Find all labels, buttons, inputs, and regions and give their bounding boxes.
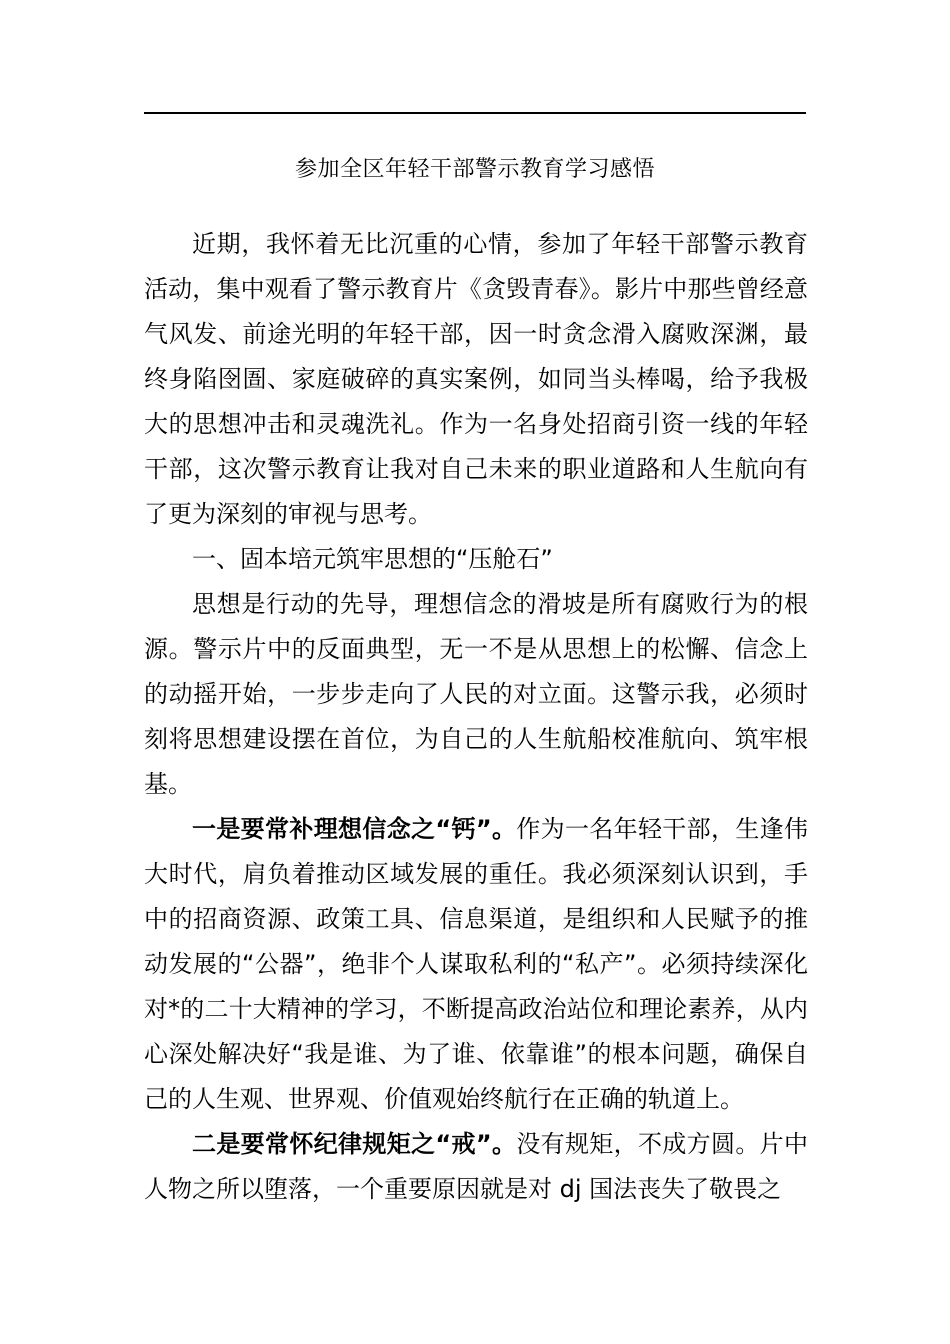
section-heading	[144, 537, 808, 582]
paragraph-point-two	[144, 1122, 808, 1212]
paragraph-text: 思想是行动的先导，理想信念的滑坡是所有腐败行为的根源。警示片中的反面典型，无一不是从思想上的松懈、信念上的动摇开始，一步步走向了人民的对立面。这警示我，必须时刻将思想建设摆在首位，为自己的人生航船校准航向、筑牢根基。	[144, 590, 808, 798]
paragraph-text: 作为一名年轻干部，生逢伟大时代，肩负着推动区域发展的重任。我必须深刻认识到，手中的招商资源、政策工具、信息渠道，是组织和人民赋予的推动发展的“公器”，绝非个人谋取私利的“私产”。必须持续深化对*的二十大精神的学习，不断提高政治站位和理论素养，从内心深处解决好“我是谁、为了谁、依靠谁”的根本问题，确保自己的人生观、世界观、价值观始终航行在正确的轨道上。	[144, 815, 808, 1113]
paragraph-lead: 二是要常怀纪律规矩之“戒”。	[192, 1130, 517, 1158]
paragraph-intro	[144, 222, 808, 537]
paragraph-section-intro	[144, 582, 808, 807]
section-heading-text: 一、固本培元筑牢思想的“压舱石”	[192, 545, 553, 573]
paragraph-text: 没有规矩，不成方圆。片中人物之所以堕落，一个重要原因就是对 dj 国法丧失了敬畏之	[144, 1130, 808, 1203]
paragraph-text: 近期，我怀着无比沉重的心情，参加了年轻干部警示教育活动，集中观看了警示教育片《贪毁青春》。影片中那些曾经意气风发、前途光明的年轻干部，因一时贪念滑入腐败深渊，最终身陷囹圄、家庭破碎的真实案例，如同当头棒喝，给予我极大的思想冲击和灵魂洗礼。作为一名身处招商引资一线的年轻干部，这次警示教育让我对自己未来的职业道路和人生航向有了更为深刻的审视与思考。	[144, 230, 808, 528]
document-title: 参加全区年轻干部警示教育学习感悟	[294, 157, 655, 182]
paragraph-lead: 一是要常补理想信念之“钙”。	[192, 815, 517, 843]
header-rule	[144, 112, 806, 114]
paragraph-point-one	[144, 807, 808, 1122]
document-body	[144, 222, 808, 1212]
